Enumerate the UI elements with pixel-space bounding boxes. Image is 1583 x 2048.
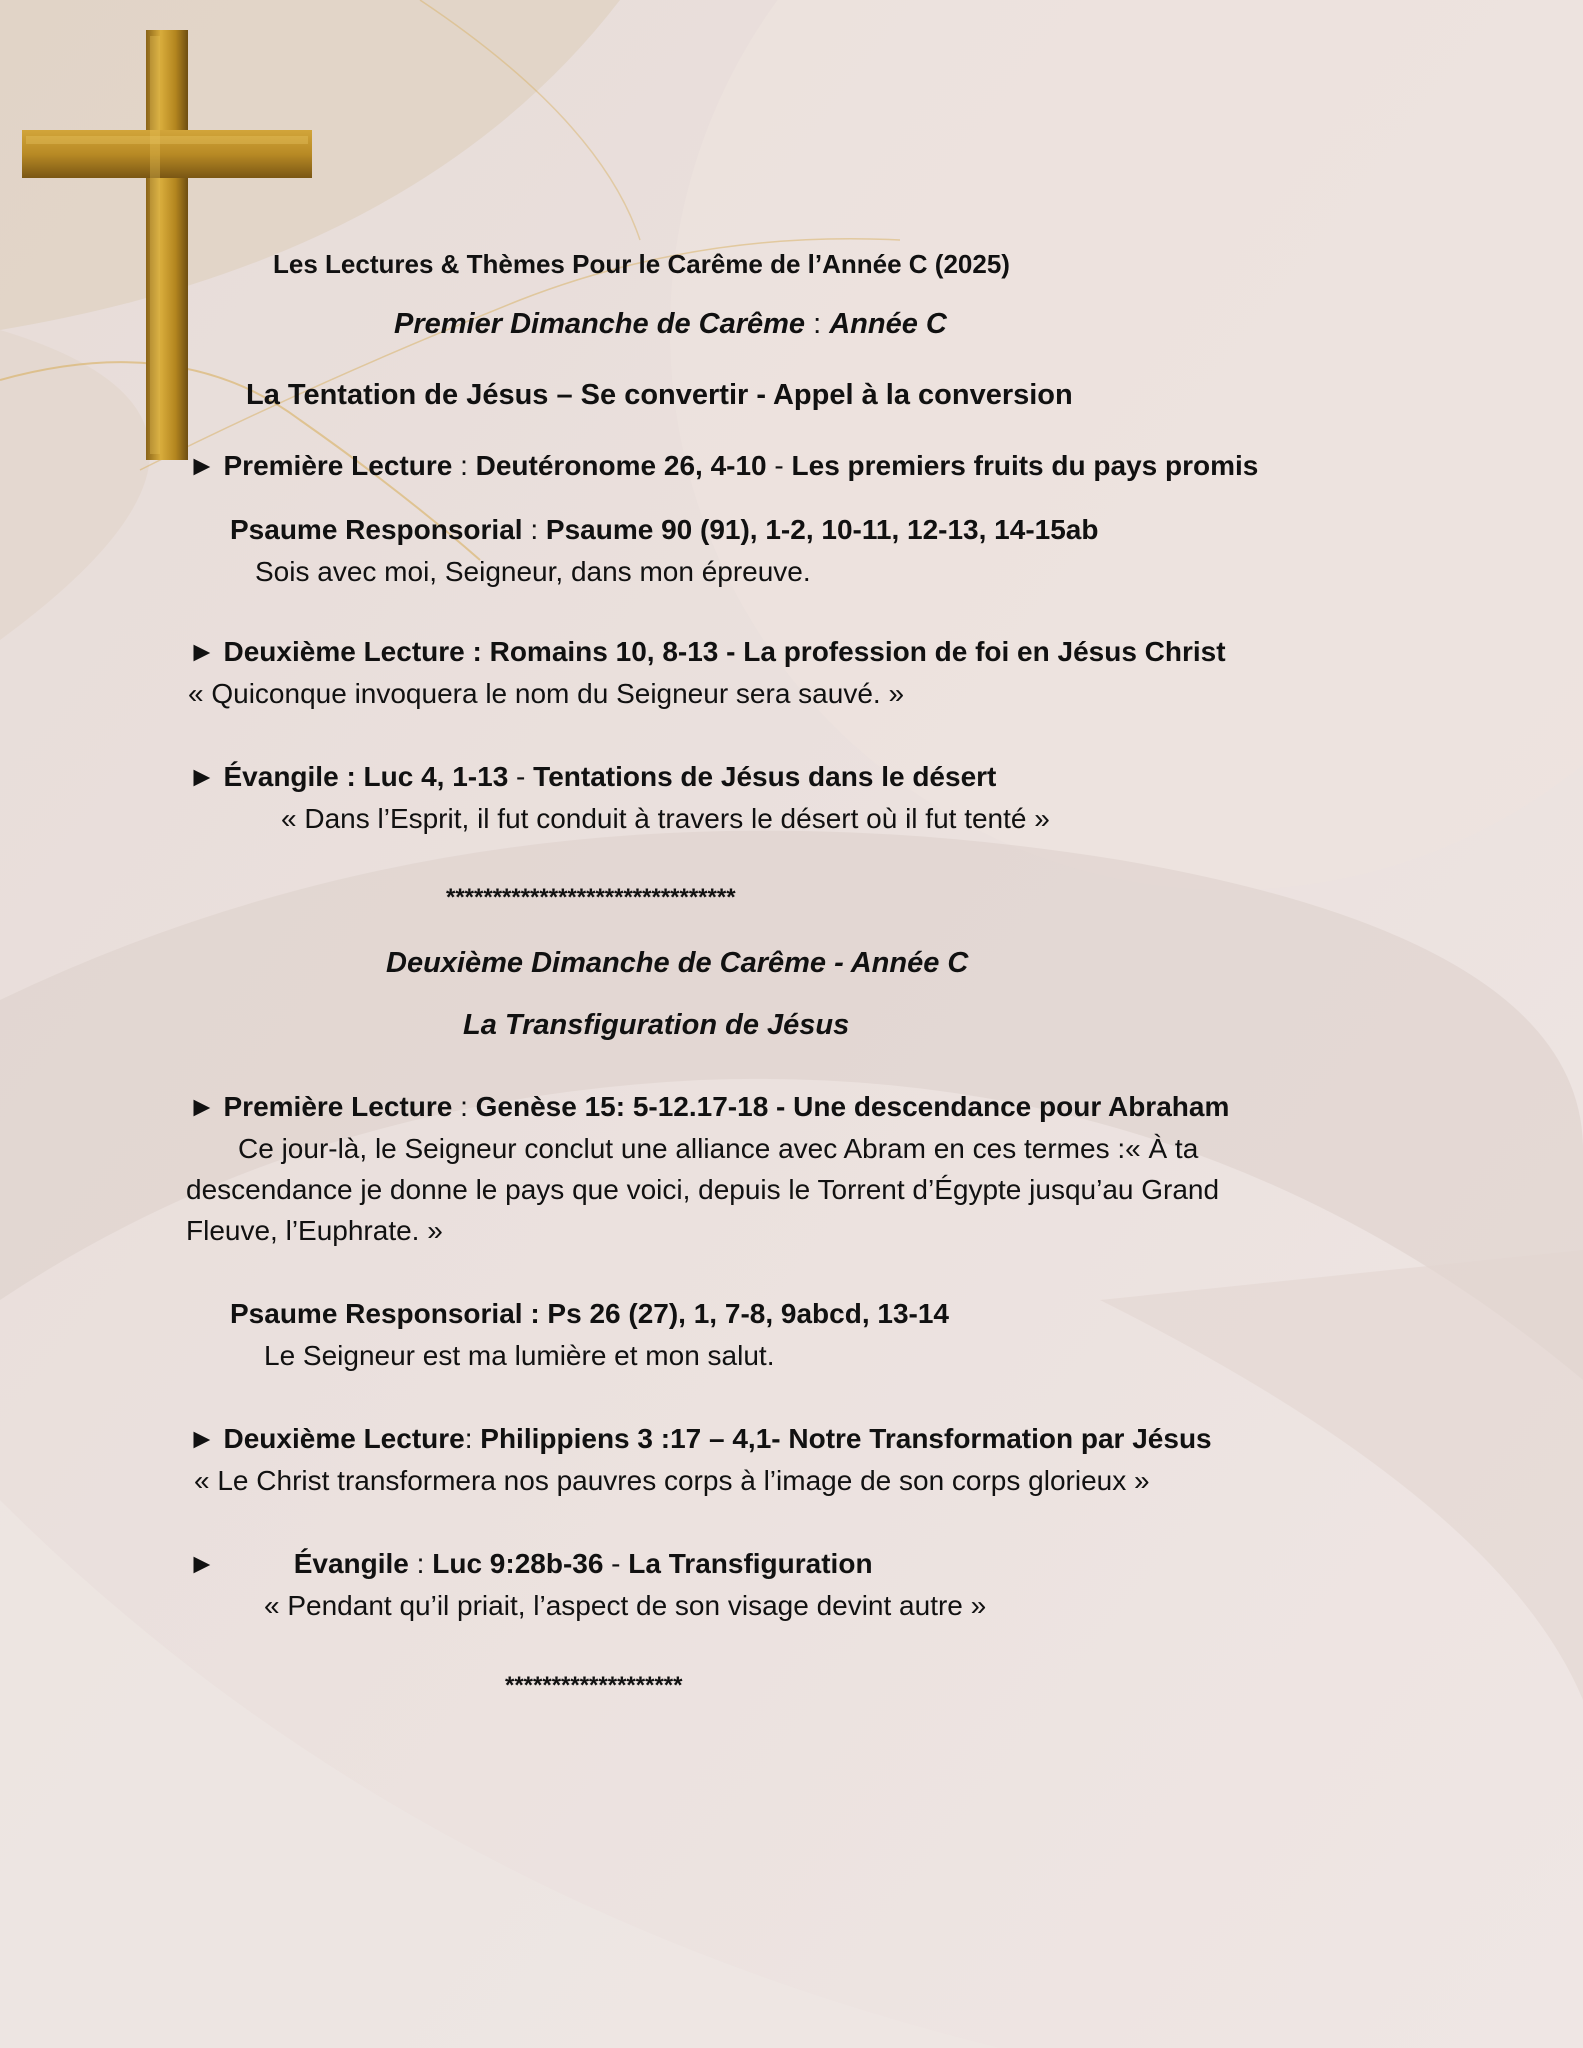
sunday1-heading: Premier Dimanche de Carême : Année C [394, 308, 947, 340]
sunday2-reading1: ► Première Lecture : Genèse 15: 5-12.17-18 - Une descendance pour Abraham [188, 1091, 1230, 1122]
arrow-marker-icon: ► [188, 1423, 216, 1454]
sunday1-gospel: ► Évangile : Luc 4, 1-13 - Tentations de Jésus dans le désert [188, 761, 997, 792]
sunday2-psalm: Psaume Responsorial : Ps 26 (27), 1, 7-8, 9abcd, 13-14 [230, 1298, 949, 1329]
separator: ******************* [505, 1672, 683, 1699]
sunday2-reading2-quote: « Le Christ transformera nos pauvres corps à l’image de son corps glorieux » [194, 1465, 1150, 1496]
sunday2-heading: Deuxième Dimanche de Carême - Année C [386, 947, 969, 979]
sunday2-theme: La Transfiguration de Jésus [463, 1009, 850, 1041]
sunday2-psalm-refrain: Le Seigneur est ma lumière et mon salut. [264, 1340, 775, 1371]
sunday2-reading1-text-line2: descendance je donne le pays que voici, depuis le Torrent d’Égypte jusqu’au Grand [186, 1174, 1220, 1205]
arrow-marker-icon: ► [188, 761, 216, 792]
arrow-marker-icon: ► [188, 450, 216, 481]
sunday1-theme: La Tentation de Jésus – Se convertir - Appel à la conversion [246, 379, 1073, 411]
sunday1-psalm-refrain: Sois avec moi, Seigneur, dans mon épreuve. [255, 556, 811, 587]
sunday2-reading1-text-line3: Fleuve, l’Euphrate. » [186, 1215, 443, 1246]
sunday2-gospel-quote: « Pendant qu’il priait, l’aspect de son visage devint autre » [264, 1590, 987, 1621]
separator: ******************************* [446, 884, 736, 911]
arrow-marker-icon: ► [188, 1548, 216, 1579]
sunday1-reading1: ► Première Lecture : Deutéronome 26, 4-10 - Les premiers fruits du pays promis [188, 450, 1259, 481]
arrow-marker-icon: ► [188, 636, 216, 667]
sunday2-gospel: ► Évangile : Luc 9:28b-36 - La Transfiguration [188, 1548, 873, 1579]
sunday2-reading2: ► Deuxième Lecture: Philippiens 3 :17 – 4,1- Notre Transformation par Jésus [188, 1423, 1212, 1454]
arrow-marker-icon: ► [188, 1091, 216, 1122]
sunday1-reading2: ► Deuxième Lecture : Romains 10, 8-13 - La profession de foi en Jésus Christ [188, 636, 1226, 667]
sunday1-reading2-quote: « Quiconque invoquera le nom du Seigneur sera sauvé. » [188, 678, 905, 709]
sunday2-reading1-text-line1: Ce jour-là, le Seigneur conclut une alliance avec Abram en ces termes :« À ta [238, 1133, 1199, 1164]
sunday1-gospel-quote: « Dans l’Esprit, il fut conduit à travers le désert où il fut tenté » [281, 803, 1050, 834]
sunday1-psalm: Psaume Responsorial : Psaume 90 (91), 1-2, 10-11, 12-13, 14-15ab [230, 514, 1099, 545]
document-title: Les Lectures & Thèmes Pour le Carême de l’Année C (2025) [273, 249, 1010, 279]
